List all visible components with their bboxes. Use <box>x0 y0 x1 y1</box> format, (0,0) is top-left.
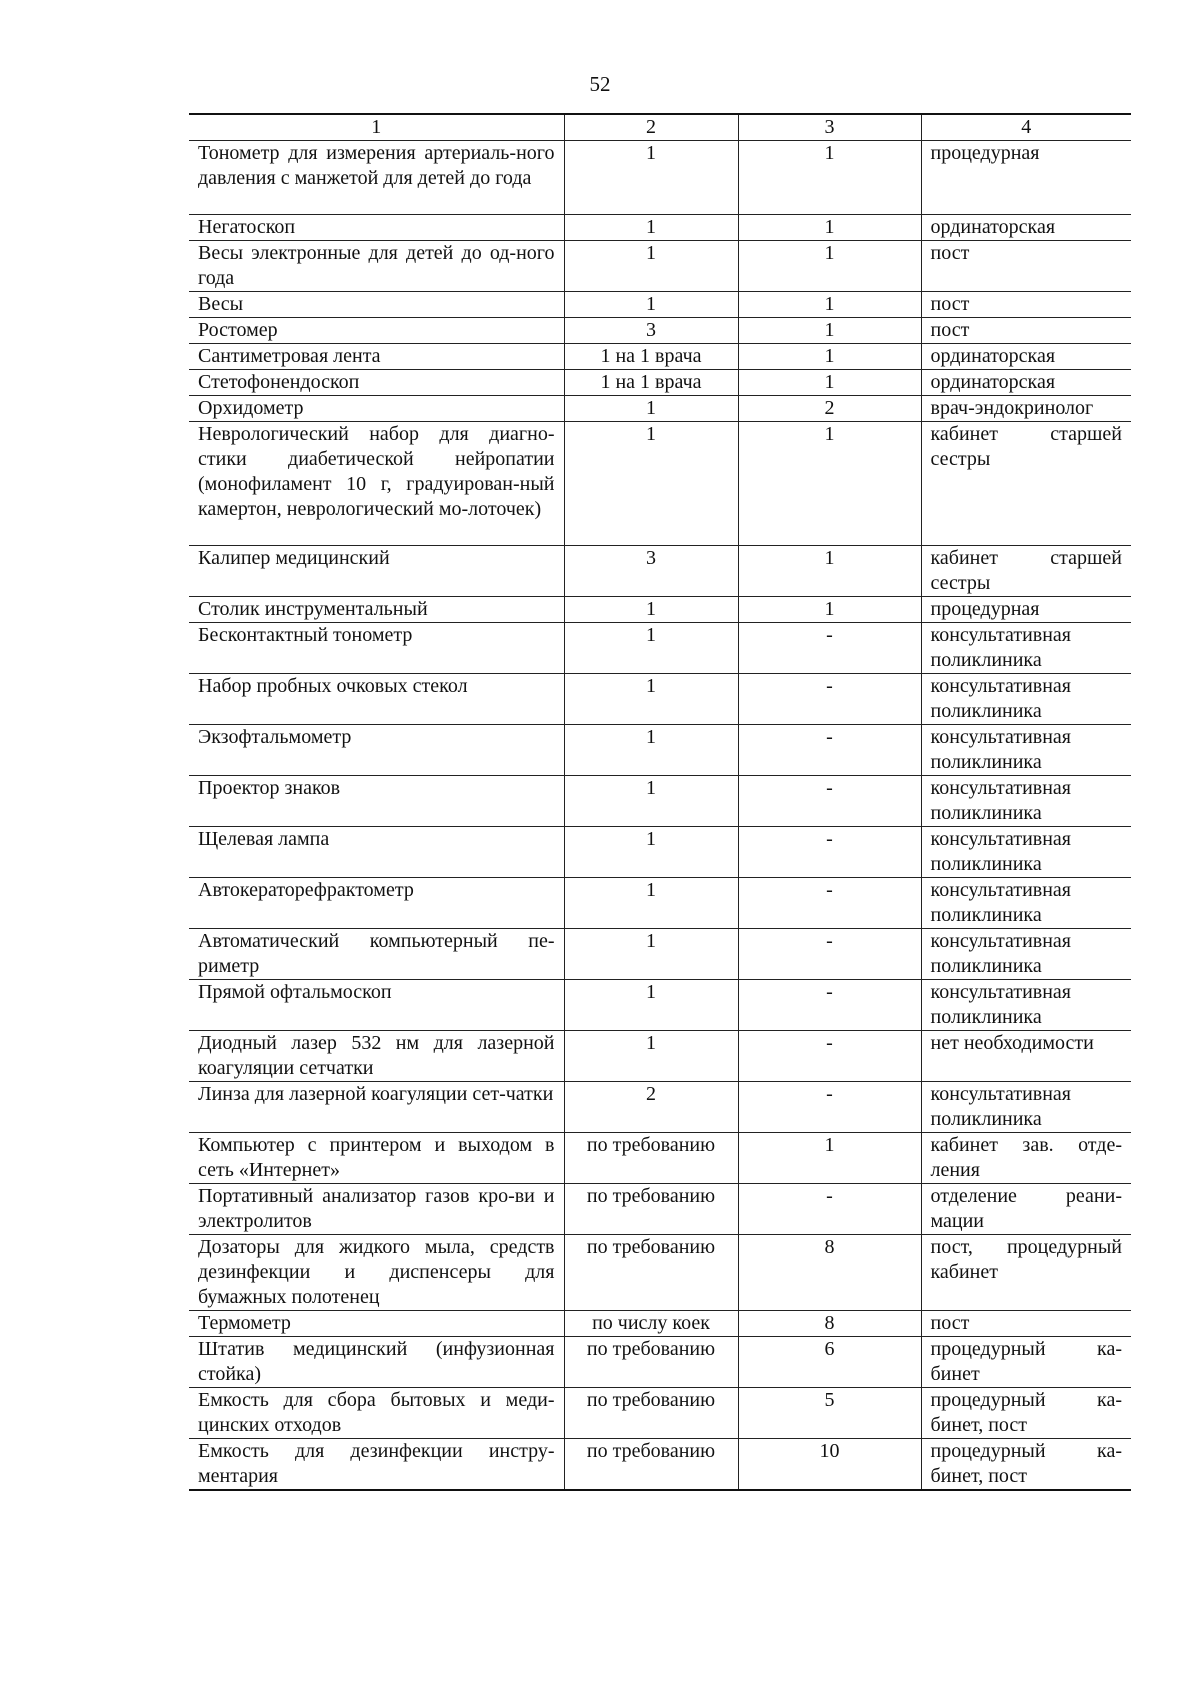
quantity-cell: 2 <box>564 1082 738 1133</box>
location-cell: консультативная поликлиника <box>921 827 1131 878</box>
column-header: 2 <box>564 114 738 141</box>
count-cell: 1 <box>738 546 921 597</box>
item-name-cell: Орхидометр <box>189 396 564 422</box>
quantity-cell: по требованию <box>564 1337 738 1388</box>
location-cell: консультативная поликлиника <box>921 623 1131 674</box>
location-cell: кабинет старшей сестры <box>921 422 1131 546</box>
table-row <box>189 1184 1131 1235</box>
quantity-cell: 1 на 1 врача <box>564 370 738 396</box>
location-cell: консультативная поликлиника <box>921 980 1131 1031</box>
count-cell: 8 <box>738 1235 921 1311</box>
quantity-cell: 1 <box>564 141 738 215</box>
location-cell: процедурный ка-бинет, пост <box>921 1388 1131 1439</box>
count-cell: - <box>738 980 921 1031</box>
quantity-cell: по требованию <box>564 1133 738 1184</box>
quantity-cell: 1 <box>564 827 738 878</box>
quantity-cell: 1 на 1 врача <box>564 344 738 370</box>
location-cell: процедурная <box>921 597 1131 623</box>
location-cell: врач-эндокринолог <box>921 396 1131 422</box>
quantity-cell: 1 <box>564 878 738 929</box>
item-name-cell: Прямой офтальмоскоп <box>189 980 564 1031</box>
count-cell: 10 <box>738 1439 921 1491</box>
item-name-cell: Экзофтальмометр <box>189 725 564 776</box>
item-name-cell: Термометр <box>189 1311 564 1337</box>
table-row <box>189 980 1131 1031</box>
count-cell: 5 <box>738 1388 921 1439</box>
table-row <box>189 1133 1131 1184</box>
item-name-cell: Штатив медицинский (инфузионная стойка) <box>189 1337 564 1388</box>
table-body <box>189 141 1131 1491</box>
page-number: 52 <box>589 72 611 96</box>
table-row <box>189 725 1131 776</box>
item-name-cell: Емкость для сбора бытовых и меди-цинских отходов <box>189 1388 564 1439</box>
location-cell: пост <box>921 241 1131 292</box>
table-row <box>189 370 1131 396</box>
table-row <box>189 241 1131 292</box>
quantity-cell: 1 <box>564 396 738 422</box>
table-row <box>189 1235 1131 1311</box>
count-cell: 1 <box>738 597 921 623</box>
count-cell: - <box>738 776 921 827</box>
table-row <box>189 1388 1131 1439</box>
item-name-cell: Бесконтактный тонометр <box>189 623 564 674</box>
item-name-cell: Ростомер <box>189 318 564 344</box>
item-name-cell: Калипер медицинский <box>189 546 564 597</box>
quantity-cell: 1 <box>564 929 738 980</box>
table-row <box>189 141 1131 215</box>
quantity-cell: по числу коек <box>564 1311 738 1337</box>
item-name-cell: Автоматический компьютерный пе-риметр <box>189 929 564 980</box>
location-cell: пост <box>921 318 1131 344</box>
count-cell: 1 <box>738 141 921 215</box>
quantity-cell: 1 <box>564 215 738 241</box>
quantity-cell: 1 <box>564 725 738 776</box>
location-cell: процедурная <box>921 141 1131 215</box>
table-row <box>189 674 1131 725</box>
location-cell: ординаторская <box>921 370 1131 396</box>
quantity-cell: 1 <box>564 422 738 546</box>
item-name-cell: Стетофонендоскоп <box>189 370 564 396</box>
table-row <box>189 827 1131 878</box>
quantity-cell: 1 <box>564 292 738 318</box>
table-row <box>189 292 1131 318</box>
count-cell: - <box>738 878 921 929</box>
table-row <box>189 1337 1131 1388</box>
table-row <box>189 1311 1131 1337</box>
quantity-cell: 1 <box>564 241 738 292</box>
count-cell: 1 <box>738 1133 921 1184</box>
item-name-cell: Портативный анализатор газов кро-ви и электролитов <box>189 1184 564 1235</box>
item-name-cell: Щелевая лампа <box>189 827 564 878</box>
item-name-cell: Неврологический набор для диагно-стики диабетической нейропатии (монофиламент 10 г, градуирован-ный камертон, неврологический мо-лоточек) <box>189 422 564 546</box>
count-cell: - <box>738 623 921 674</box>
location-cell: кабинет старшей сестры <box>921 546 1131 597</box>
item-name-cell: Компьютер с принтером и выходом в сеть «Интернет» <box>189 1133 564 1184</box>
location-cell: консультативная поликлиника <box>921 674 1131 725</box>
count-cell: 1 <box>738 344 921 370</box>
count-cell: - <box>738 929 921 980</box>
table-row <box>189 396 1131 422</box>
quantity-cell: по требованию <box>564 1439 738 1491</box>
table-row <box>189 215 1131 241</box>
location-cell: процедурный ка-бинет <box>921 1337 1131 1388</box>
item-name-cell: Сантиметровая лента <box>189 344 564 370</box>
location-cell: консультативная поликлиника <box>921 725 1131 776</box>
location-cell: пост, процедурный кабинет <box>921 1235 1131 1311</box>
count-cell: 8 <box>738 1311 921 1337</box>
count-cell: 1 <box>738 318 921 344</box>
count-cell: 1 <box>738 215 921 241</box>
quantity-cell: 1 <box>564 1031 738 1082</box>
location-cell: консультативная поликлиника <box>921 878 1131 929</box>
table-row <box>189 422 1131 546</box>
equipment-table <box>189 113 1131 1491</box>
quantity-cell: по требованию <box>564 1388 738 1439</box>
table-row <box>189 776 1131 827</box>
table-row <box>189 1082 1131 1133</box>
count-cell: - <box>738 1082 921 1133</box>
count-cell: 1 <box>738 292 921 318</box>
quantity-cell: 1 <box>564 776 738 827</box>
location-cell: пост <box>921 1311 1131 1337</box>
location-cell: отделение реани-мации <box>921 1184 1131 1235</box>
column-header: 1 <box>189 114 564 141</box>
item-name-cell: Диодный лазер 532 нм для лазерной коагуляции сетчатки <box>189 1031 564 1082</box>
location-cell: нет необходимости <box>921 1031 1131 1082</box>
table-header-row <box>189 114 1131 141</box>
location-cell: консультативная поликлиника <box>921 1082 1131 1133</box>
count-cell: - <box>738 674 921 725</box>
quantity-cell: 1 <box>564 623 738 674</box>
table-row <box>189 878 1131 929</box>
count-cell: 6 <box>738 1337 921 1388</box>
item-name-cell: Автокераторефрактометр <box>189 878 564 929</box>
count-cell: - <box>738 1184 921 1235</box>
table-row <box>189 344 1131 370</box>
item-name-cell: Дозаторы для жидкого мыла, средств дезинфекции и диспенсеры для бумажных полотенец <box>189 1235 564 1311</box>
location-cell: ординаторская <box>921 344 1131 370</box>
item-name-cell: Весы <box>189 292 564 318</box>
count-cell: 2 <box>738 396 921 422</box>
item-name-cell: Набор пробных очковых стекол <box>189 674 564 725</box>
table-row <box>189 929 1131 980</box>
count-cell: - <box>738 725 921 776</box>
item-name-cell: Проектор знаков <box>189 776 564 827</box>
quantity-cell: 3 <box>564 546 738 597</box>
table-row <box>189 623 1131 674</box>
item-name-cell: Весы электронные для детей до од-ного года <box>189 241 564 292</box>
location-cell: кабинет зав. отде-ления <box>921 1133 1131 1184</box>
item-name-cell: Столик инструментальный <box>189 597 564 623</box>
quantity-cell: 1 <box>564 597 738 623</box>
location-cell: пост <box>921 292 1131 318</box>
item-name-cell: Негатоскоп <box>189 215 564 241</box>
column-header: 4 <box>921 114 1131 141</box>
table-row <box>189 318 1131 344</box>
quantity-cell: по требованию <box>564 1184 738 1235</box>
count-cell: 1 <box>738 422 921 546</box>
location-cell: процедурный ка-бинет, пост <box>921 1439 1131 1491</box>
item-name-cell: Линза для лазерной коагуляции сет-чатки <box>189 1082 564 1133</box>
count-cell: - <box>738 827 921 878</box>
count-cell: 1 <box>738 241 921 292</box>
count-cell: 1 <box>738 370 921 396</box>
quantity-cell: 3 <box>564 318 738 344</box>
table-row <box>189 597 1131 623</box>
quantity-cell: 1 <box>564 980 738 1031</box>
table-row <box>189 1439 1131 1491</box>
item-name-cell: Тонометр для измерения артериаль-ного давления с манжетой для детей до года <box>189 141 564 215</box>
table-row <box>189 546 1131 597</box>
count-cell: - <box>738 1031 921 1082</box>
location-cell: консультативная поликлиника <box>921 776 1131 827</box>
table-row <box>189 1031 1131 1082</box>
column-header: 3 <box>738 114 921 141</box>
quantity-cell: 1 <box>564 674 738 725</box>
location-cell: ординаторская <box>921 215 1131 241</box>
item-name-cell: Емкость для дезинфекции инстру-ментария <box>189 1439 564 1491</box>
location-cell: консультативная поликлиника <box>921 929 1131 980</box>
quantity-cell: по требованию <box>564 1235 738 1311</box>
